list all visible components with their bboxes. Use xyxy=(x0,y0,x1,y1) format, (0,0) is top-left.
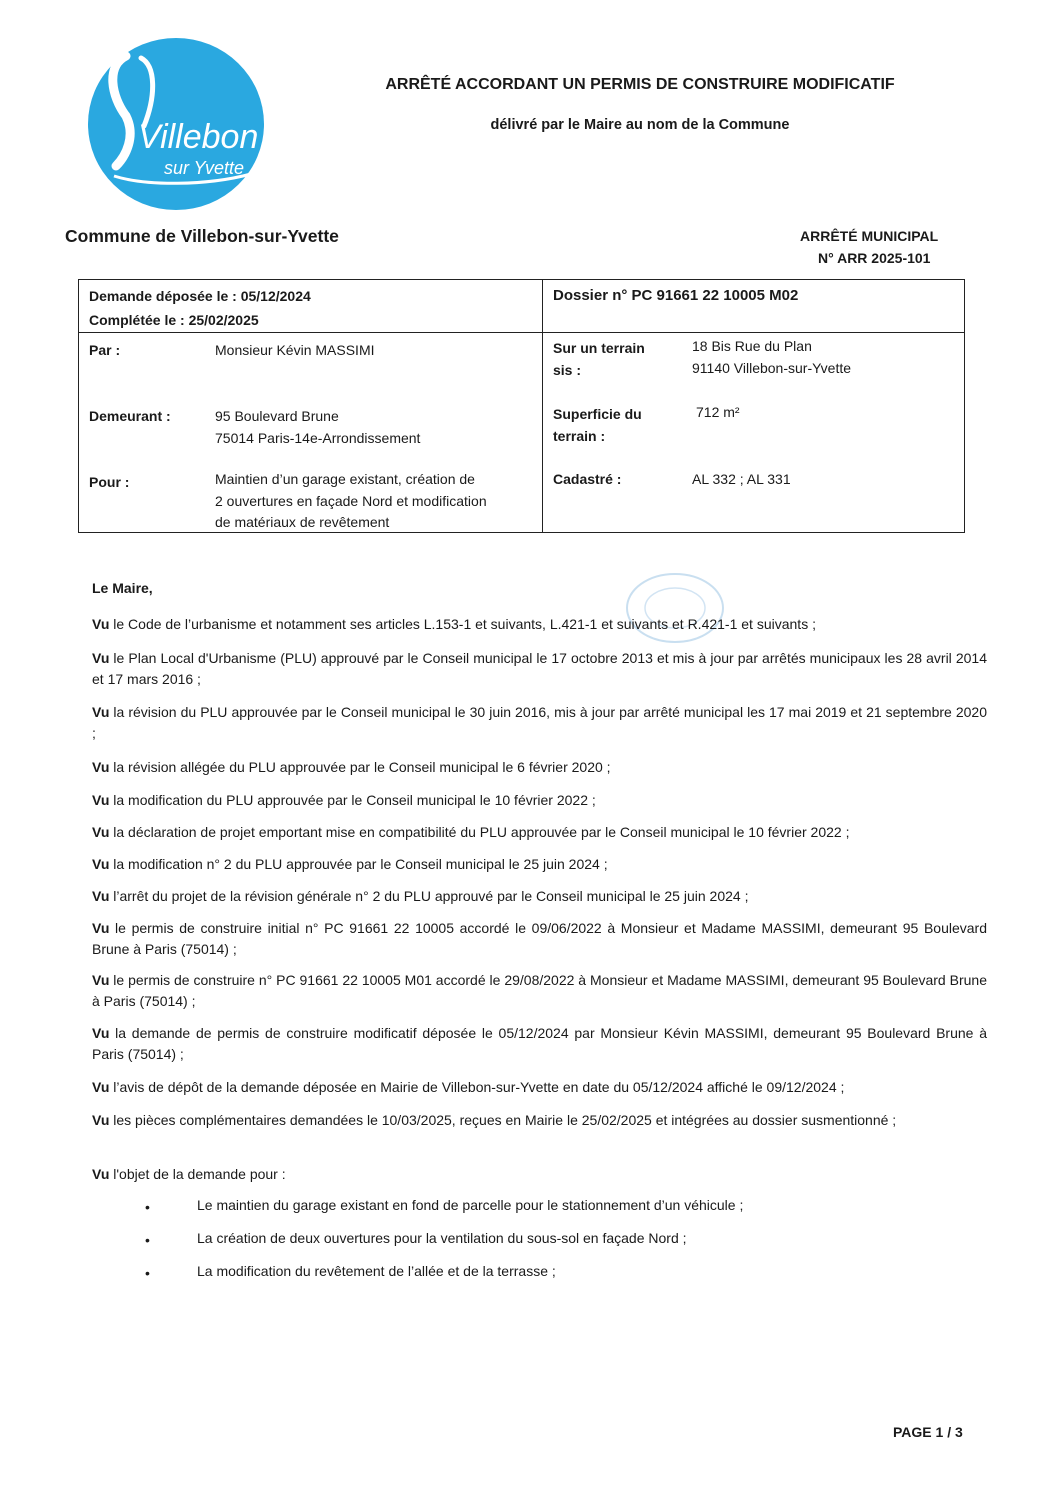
bullet-marker: • xyxy=(145,1265,150,1281)
dossier-number: Dossier n° PC 91661 22 10005 M02 xyxy=(553,287,799,304)
pour-line1: Maintien d’un garage existant, création de xyxy=(215,471,475,487)
vu-paragraph: Vu la déclaration de projet emportant mise en compatibilité du PLU approuvée par le Conseil municipal le 10 février 2022 ; xyxy=(92,824,850,840)
logo-text-sur-yvette: sur Yvette xyxy=(164,158,245,178)
bullet-item: Le maintien du garage existant en fond de parcelle pour le stationnement d’un véhicule ; xyxy=(197,1197,744,1213)
document-subtitle: délivré par le Maire au nom de la Commune xyxy=(490,117,790,133)
bullet-marker: • xyxy=(145,1199,150,1215)
pour-line2: 2 ouvertures en façade Nord et modification xyxy=(215,493,487,509)
superficie-label-line2: terrain : xyxy=(553,428,606,444)
pour-label: Pour : xyxy=(89,474,130,490)
box-divider-vertical xyxy=(542,280,543,532)
vu-paragraph: Vu le Code de l’urbanisme et notamment ses articles L.153-1 et suivants, L.421-1 et suivants et R.421-1 et suivants ; xyxy=(92,616,816,632)
par-label: Par : xyxy=(89,342,121,358)
maire-heading: Le Maire, xyxy=(92,580,153,596)
arrete-number: N° ARR 2025-101 xyxy=(818,250,931,266)
vu-paragraph: Vu l’avis de dépôt de la demande déposée en Mairie de Villebon-sur-Yvette en date du 05/12/2024 affiché le 09/12/2024 ; xyxy=(92,1079,845,1095)
page-number: PAGE 1 / 3 xyxy=(893,1424,963,1440)
bullet-marker: • xyxy=(145,1232,150,1248)
dossier-info-box xyxy=(78,279,965,533)
demeurant-line1: 95 Boulevard Brune xyxy=(215,408,339,424)
bullet-item: La création de deux ouvertures pour la ventilation du sous-sol en façade Nord ; xyxy=(197,1230,687,1246)
vu-paragraph: Vu la révision du PLU approuvée par le Conseil municipal le 30 juin 2016, mis à jour par arrêté municipal les 17 mai 2019 et 21 septembre 2020 ; xyxy=(92,704,987,741)
document-title: ARRÊTÉ ACCORDANT UN PERMIS DE CONSTRUIRE MODIFICATIF xyxy=(385,76,895,93)
logo-text-villebon: Villebon xyxy=(138,118,259,156)
par-value: Monsieur Kévin MASSIMI xyxy=(215,342,375,358)
vu-paragraph: Vu le permis de construire initial n° PC 91661 22 10005 accordé le 09/06/2022 à Monsieur et Madame MASSIMI, demeurant 95 Boulevard Brune à Paris (75014) ; xyxy=(92,920,987,957)
demeurant-label: Demeurant : xyxy=(89,408,171,424)
bullet-item: La modification du revêtement de l’allée et de la terrasse ; xyxy=(197,1263,556,1279)
terrain-address-line2: 91140 Villebon-sur-Yvette xyxy=(692,360,852,376)
vu-paragraph: Vu le Plan Local d'Urbanisme (PLU) approuvé par le Conseil municipal le 17 octobre 2013 et mis à jour par arrêtés municipaux les 28 avril 2014 et 17 mars 2016 ; xyxy=(92,650,987,687)
terrain-label-line1: Sur un terrain xyxy=(553,340,645,356)
superficie-value: 712 m² xyxy=(696,404,740,420)
vu-paragraph: Vu l'objet de la demande pour : xyxy=(92,1166,286,1182)
demande-date: Demande déposée le : 05/12/2024 xyxy=(89,288,311,304)
vu-paragraph: Vu le permis de construire n° PC 91661 22 10005 M01 accordé le 29/08/2022 à Monsieur et Madame MASSIMI, demeurant 95 Boulevard Brune à Paris (75014) ; xyxy=(92,972,987,1009)
vu-paragraph: Vu la modification n° 2 du PLU approuvée par le Conseil municipal le 25 juin 2024 ; xyxy=(92,856,608,872)
cadastre-label: Cadastré : xyxy=(553,471,622,487)
vu-paragraph: Vu la modification du PLU approuvée par le Conseil municipal le 10 février 2022 ; xyxy=(92,792,596,808)
cadastre-value: AL 332 ; AL 331 xyxy=(692,471,791,487)
completee-date: Complétée le : 25/02/2025 xyxy=(89,312,259,328)
vu-paragraph: Vu les pièces complémentaires demandées le 10/03/2025, reçues en Mairie le 25/02/2025 et intégrées au dossier susmentionné ; xyxy=(92,1112,897,1128)
vu-paragraph: Vu la demande de permis de construire modificatif déposée le 05/12/2024 par Monsieur Kévin MASSIMI, demeurant 95 Boulevard Brune à Paris (75014) ; xyxy=(92,1025,987,1062)
superficie-label-line1: Superficie du xyxy=(553,406,642,422)
pour-line3: de matériaux de revêtement xyxy=(215,514,390,530)
villebon-logo xyxy=(86,36,266,212)
box-divider-horizontal xyxy=(79,332,964,333)
arrete-reference xyxy=(800,225,970,269)
terrain-address-line1: 18 Bis Rue du Plan xyxy=(692,338,812,354)
vu-paragraph: Vu la révision allégée du PLU approuvée par le Conseil municipal le 6 février 2020 ; xyxy=(92,759,611,775)
demeurant-line2: 75014 Paris-14e-Arrondissement xyxy=(215,430,421,446)
arrete-label: ARRÊTÉ MUNICIPAL xyxy=(800,228,939,244)
vu-paragraph: Vu l’arrêt du projet de la révision générale n° 2 du PLU approuvé par le Conseil municipal le 25 juin 2024 ; xyxy=(92,888,749,904)
terrain-label-line2: sis : xyxy=(553,362,582,378)
commune-name: Commune de Villebon-sur-Yvette xyxy=(65,226,339,246)
